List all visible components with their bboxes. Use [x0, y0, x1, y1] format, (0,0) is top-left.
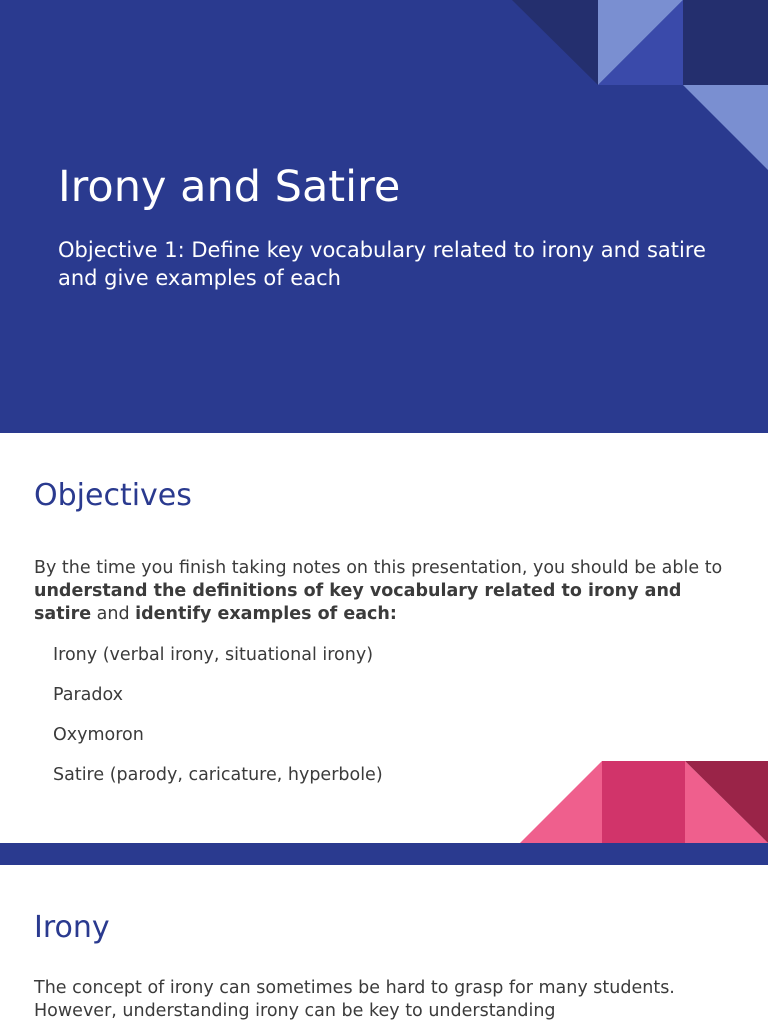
list-item: Irony (verbal irony, situational irony) — [53, 645, 374, 665]
list-item: Oxymoron — [53, 725, 144, 745]
corner-triangle-decoration — [0, 0, 768, 433]
objectives-slide — [0, 433, 768, 865]
intro-bold-1: understand the definitions of key vocabulary related to irony and satire — [34, 581, 682, 624]
list-item: Paradox — [53, 685, 124, 705]
list-item: Satire (parody, caricature, hyperbole) — [53, 765, 383, 785]
slide-subtitle: Objective 1: Define key vocabulary related to irony and satire and give examples of each — [58, 238, 706, 290]
intro-text-2: and — [91, 604, 136, 624]
irony-heading: Irony — [34, 910, 110, 945]
pink-triangle-decoration — [0, 433, 768, 865]
intro-bold-2: identify examples of each: — [135, 604, 397, 624]
bottom-band — [0, 843, 768, 865]
irony-slide — [0, 865, 768, 1024]
intro-text-1: By the time you finish taking notes on this presentation, you should be able to — [34, 558, 723, 578]
title-slide — [0, 0, 768, 433]
objectives-heading: Objectives — [34, 478, 192, 513]
slide-title: Irony and Satire — [58, 162, 401, 212]
irony-body-text: The concept of irony can sometimes be hard to grasp for many students. However, understanding irony can be key to understanding — [34, 978, 675, 1021]
